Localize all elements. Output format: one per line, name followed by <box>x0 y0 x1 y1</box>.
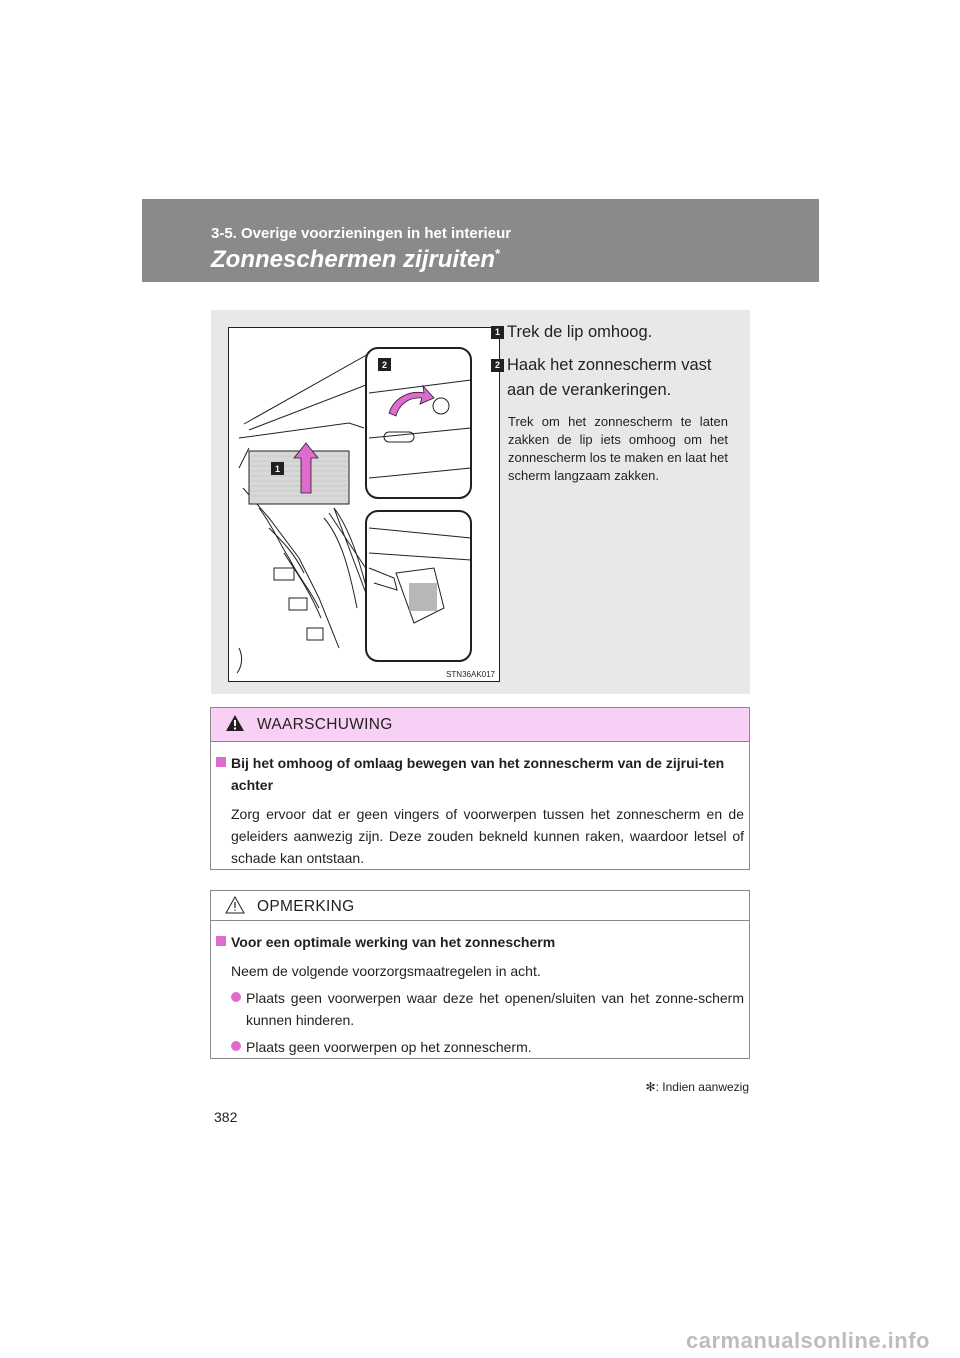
circle-bullet-icon <box>231 992 241 1002</box>
optional-mark: * <box>495 246 501 261</box>
notice-box <box>210 890 750 1059</box>
caution-triangle-icon <box>225 896 245 914</box>
notice-item: Plaats geen voorwerpen op het zonnescherm. <box>216 1036 744 1058</box>
notice-item: Plaats geen voorwerpen waar deze het openen/sluiten van het zonne-scherm kunnen hinderen. <box>216 987 744 1031</box>
step-text: Trek de lip omhoog. <box>507 323 653 341</box>
footnote: ✻: Indien aanwezig <box>645 1080 749 1094</box>
step-badge: 1 <box>491 326 504 339</box>
page-header <box>142 199 819 282</box>
svg-text:2: 2 <box>381 360 388 370</box>
step-list <box>491 320 728 485</box>
notice-title: OPMERKING <box>257 898 355 915</box>
warning-box <box>210 707 750 870</box>
step-1 <box>491 320 728 345</box>
section-label: 3-5. Overige voorzieningen in het interieur <box>211 225 512 242</box>
watermark: carmanualsonline.info <box>686 1328 930 1353</box>
step-note: Trek om het zonnescherm te laten zakken de lip iets omhoog om het zonnescherm los te maken en laat het scherm langzaam zakken. <box>508 414 728 483</box>
step-2 <box>491 353 728 403</box>
figure-panel <box>211 310 750 694</box>
warning-triangle-icon <box>225 714 245 732</box>
notice-heading: Voor een optimale werking van het zonnescherm <box>216 931 744 953</box>
square-bullet-icon <box>216 757 226 767</box>
notice-header <box>211 891 749 921</box>
warning-text: Zorg ervoor dat er geen vingers of voorwerpen tussen het zonnescherm en de geleiders aanwezig zijn. Deze zouden bekneld kunnen raken, waardoor letsel of schade kan ontstaan. <box>231 806 744 866</box>
svg-text:1: 1 <box>274 464 281 474</box>
sunshade-illustration <box>228 327 500 682</box>
notice-intro: Neem de volgende voorzorgsmaatregelen in acht. <box>231 963 541 979</box>
warning-heading: Bij het omhoog of omlaag bewegen van het zonnescherm van de zijrui-ten achter <box>216 752 744 796</box>
page-title: Zonneschermen zijruiten* <box>211 246 501 273</box>
step-badge: 2 <box>491 359 504 372</box>
step-text: Haak het zonnescherm vast aan de verankeringen. <box>507 356 712 399</box>
warning-title: WAARSCHUWING <box>257 716 393 733</box>
page-number: 382 <box>214 1109 238 1125</box>
square-bullet-icon <box>216 936 226 946</box>
figure-code: STN36AK017 <box>446 670 495 679</box>
circle-bullet-icon <box>231 1041 241 1051</box>
warning-header <box>211 708 749 742</box>
car-interior-drawing <box>229 328 499 681</box>
